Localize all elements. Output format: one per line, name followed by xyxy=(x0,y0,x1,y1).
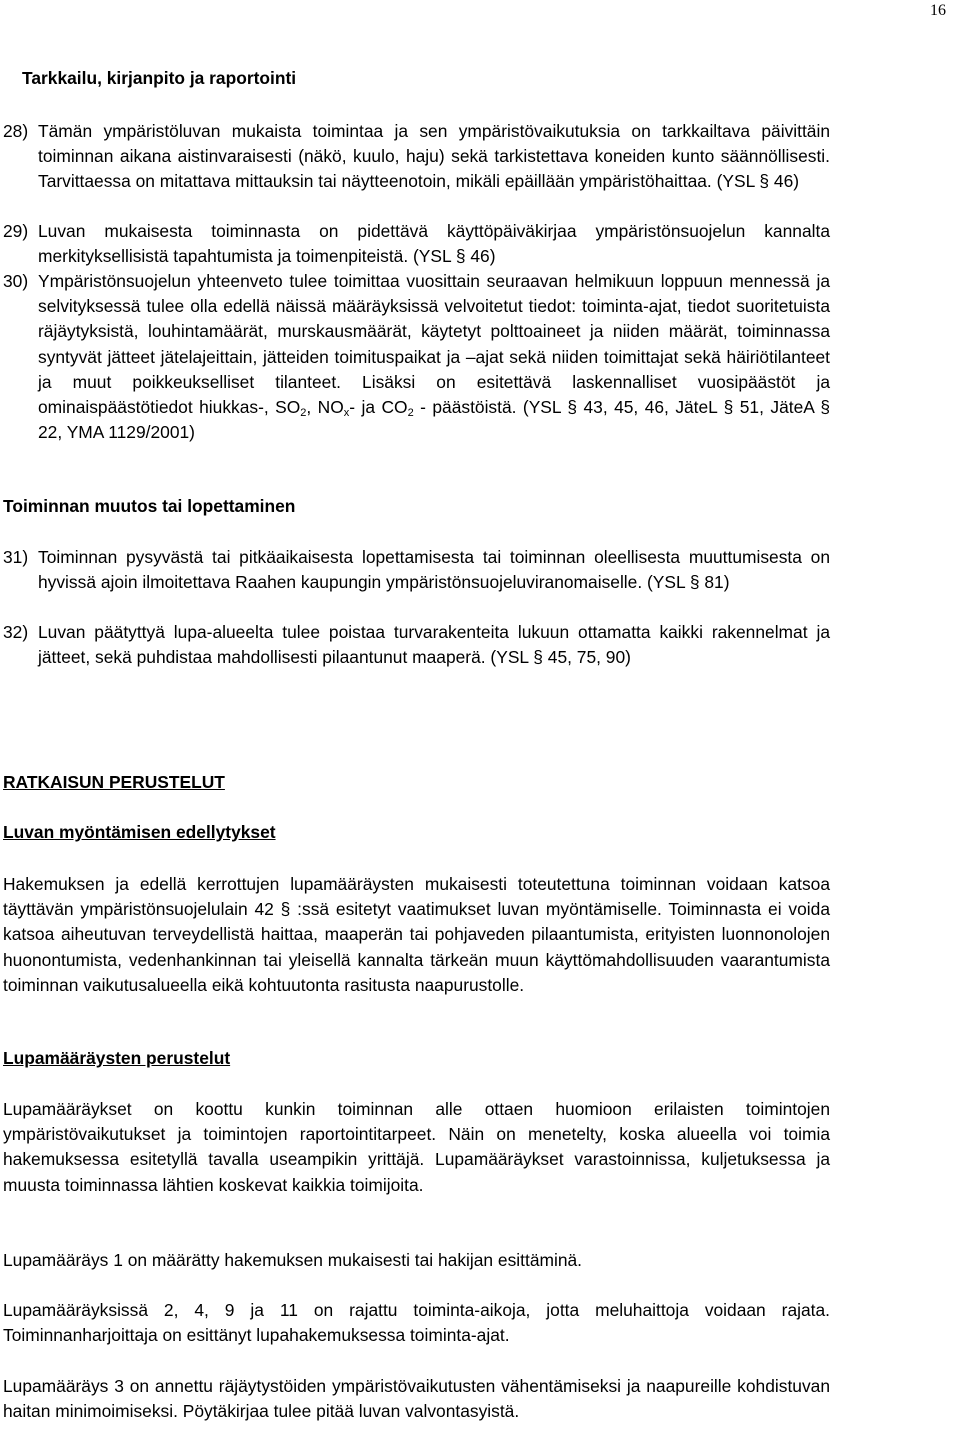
list-item-31 xyxy=(3,545,830,595)
paragraph-rationale-2: Lupamääräys 1 on määrätty hakemuksen mukaisesti tai hakijan esittäminä. xyxy=(3,1250,583,1270)
section-heading-monitoring: Tarkkailu, kirjanpito ja raportointi xyxy=(22,68,297,88)
item-text-part: - ja CO xyxy=(349,397,408,418)
subscript: 2 xyxy=(407,407,414,420)
item-number: 28) xyxy=(3,121,29,141)
subscript: 2 xyxy=(300,407,307,420)
section-heading-rationale: Lupamääräysten perustelut xyxy=(3,1048,231,1068)
list-item-29 xyxy=(3,219,830,269)
section-heading-conditions: Luvan myöntämisen edellytykset xyxy=(3,822,276,842)
section-heading-change: Toiminnan muutos tai lopettaminen xyxy=(3,496,296,516)
paragraph-rationale-1: Lupamääräykset on koottu kunkin toiminnan alle ottaen huomioon erilaisten toimintojen ympäristövaikutukset ja toimintojen raportointitarpeet. Näin on menetelty, koska alueella voi toimia hakemuksessa esitetyllä tavalla useampikin yrittäjä. Lupamääräykset varastoinnissa, kuljetuksessa ja muusta toiminnassa lähtien koskevat kaikkia toimijoita. xyxy=(3,1099,830,1195)
subscript: x xyxy=(343,407,350,420)
item-number: 29) xyxy=(3,221,29,241)
item-text: Luvan mukaisesta toiminnasta on pidettävä käyttöpäiväkirjaa ympäristönsuojelun kannalta merkityksellisistä tapahtumista ja toimenpiteistä. (YSL § 46) xyxy=(38,221,830,267)
item-text xyxy=(38,269,830,445)
item-text-part: , NO xyxy=(306,397,344,418)
list-item-30 xyxy=(3,269,830,445)
item-text: Luvan päätyttyä lupa-alueelta tulee poistaa turvarakenteita lukuun ottamatta kaikki rakennelmat ja jätteet, sekä puhdistaa mahdollisesti pilaantunut maaperä. (YSL § 45, 75, 90) xyxy=(38,622,830,668)
item-text: Toiminnan pysyvästä tai pitkäaikaisesta lopettamisesta tai toiminnan oleellisesta muuttumisesta on hyvissä ajoin ilmoitettava Raahen kaupungin ympäristönsuojeluviranomaiselle. (YSL § 81) xyxy=(38,547,830,593)
page-number: 16 xyxy=(930,2,946,19)
paragraph-rationale-4: Lupamääräys 3 on annettu räjäytystöiden ympäristövaikutusten vähentämiseksi ja naapureille kohdistuvan haitan minimoimiseksi. Pöytäkirjaa tulee pitää luvan valvontasyistä. xyxy=(3,1376,830,1422)
item-text: Tämän ympäristöluvan mukaista toimintaa ja sen ympäristövaikutuksia on tarkkailtava päivittäin toiminnan aikana aistinvaraisesti (näkö, kuulo, haju) sekä tarkistettava koneiden kunto säännöllisesti. Tarvittaessa on mitattava mittauksin tai näytteenotoin, mikäli epäillään ympäristöhaittaa. (YSL § 46) xyxy=(38,121,830,192)
item-number: 32) xyxy=(3,622,29,642)
paragraph-rationale-3: Lupamääräyksissä 2, 4, 9 ja 11 on rajattu toiminta-aikoja, jotta meluhaittoja voidaan rajata. Toiminnanharjoittaja on esittänyt lupahakemuksessa toiminta-ajat. xyxy=(3,1300,830,1346)
list-item-28 xyxy=(3,119,830,195)
item-number: 30) xyxy=(3,271,29,291)
section-heading-grounds: RATKAISUN PERUSTELUT xyxy=(3,772,225,792)
item-number: 31) xyxy=(3,547,29,567)
item-text-main: Ympäristönsuojelun yhteenveto tulee toimittaa vuosittain seuraavan helmikuun loppuun mennessä ja selvityksessä tulee olla edellä näissä määräyksissä velvoitetut tiedot: toiminta-ajat, tiedot suoritetuista räjäytyksistä, louhintamäärät, murskausmäärät, käytetyt polttoaineet ja niiden määrät, toiminnassa syntyvät jätteet jätelajeittain, jätteiden toimituspaikat ja –ajat sekä niiden toimittajat sekä häiriötilanteet ja muut poikkeukselliset tilanteet. Lisäksi on esitettävä laskennalliset vuosipäästöt ja ominaispäästötiedot hiukkas-, SO xyxy=(38,271,830,418)
paragraph-conditions: Hakemuksen ja edellä kerrottujen lupamääräysten mukaisesti toteutettuna toiminnan voidaan katsoa täyttävän ympäristönsuojelulain 42 § :ssä esitetyt vaatimukset luvan myöntämiselle. Toiminnasta ei voida katsoa aiheutuvan terveydellistä haittaa, maaperän tai pohjaveden pilaantumista, erityisten luonnonolojen huonontumista, vedenhankinnan tai yleisellä kannalta tärkeän muun käyttömahdollisuuden vaarantumista toiminnan vaikutusalueella eikä kohtuutonta rasitusta naapurustolle. xyxy=(3,874,830,995)
list-item-32 xyxy=(3,620,830,670)
item-text-end: - päästöistä. (YSL § 43, 45, 46, JäteL § 51, JäteA § 22, YMA 1129/2001) xyxy=(38,397,830,443)
